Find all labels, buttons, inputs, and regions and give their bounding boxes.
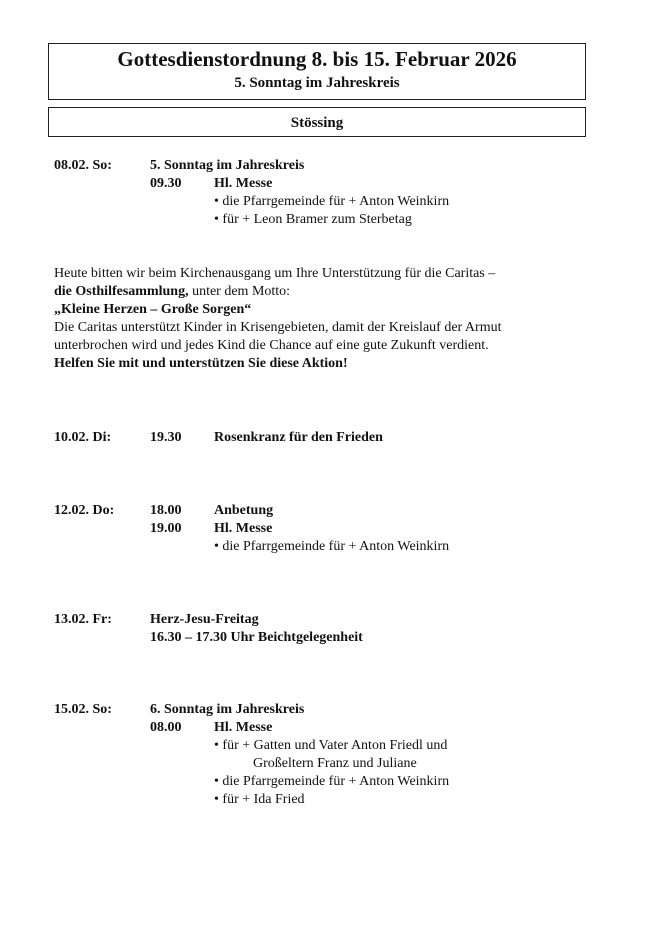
- entry-intention-continued: Großeltern Franz und Juliane: [253, 756, 417, 771]
- announcement-text: unter dem Motto:: [188, 284, 291, 299]
- entry-occasion: 6. Sonntag im Jahreskreis: [150, 702, 305, 717]
- entry-intention: • für + Leon Bramer zum Sterbetag: [214, 212, 412, 227]
- entry-date: 10.02. Di:: [54, 430, 112, 445]
- entry-time: 09.30: [150, 176, 182, 191]
- entry-intention: • die Pfarrgemeinde für + Anton Weinkirn: [214, 539, 450, 554]
- parish-name: Stössing: [290, 115, 344, 131]
- announcement-collection: die Osthilfesammlung,: [54, 284, 189, 299]
- entry-service: Rosenkranz für den Frieden: [214, 430, 383, 445]
- announcement-line: unterbrochen wird und jedes Kind die Chance auf eine gute Zukunft verdient.: [54, 338, 489, 353]
- entry-service: Hl. Messe: [214, 720, 273, 735]
- announcement-line: [54, 283, 290, 301]
- announcement-motto: „Kleine Herzen – Große Sorgen“: [54, 302, 252, 317]
- entry-intention: • für + Ida Fried: [214, 792, 305, 807]
- announcement-line: Die Caritas unterstützt Kinder in Krisengebieten, damit der Kreislauf der Armut: [54, 320, 502, 335]
- entry-date: 12.02. Do:: [54, 503, 115, 518]
- entry-intention: • die Pfarrgemeinde für + Anton Weinkirn: [214, 194, 450, 209]
- entry-service: Hl. Messe: [214, 521, 273, 536]
- entry-intention: • die Pfarrgemeinde für + Anton Weinkirn: [214, 774, 450, 789]
- entry-date: 13.02. Fr:: [54, 612, 112, 627]
- page-subtitle: 5. Sonntag im Jahreskreis: [234, 75, 400, 91]
- title-box: [48, 43, 586, 100]
- page-title: Gottesdienstordnung 8. bis 15. Februar 2026: [117, 47, 517, 71]
- entry-time: 18.00: [150, 503, 182, 518]
- entry-occasion: Herz-Jesu-Freitag: [150, 612, 259, 627]
- entry-note: 16.30 – 17.30 Uhr Beichtgelegenheit: [150, 630, 363, 645]
- announcement-closing: Helfen Sie mit und unterstützen Sie diese Aktion!: [54, 356, 348, 371]
- entry-time: 08.00: [150, 720, 182, 735]
- entry-time: 19.30: [150, 430, 182, 445]
- entry-service: Hl. Messe: [214, 176, 273, 191]
- entry-date: 08.02. So:: [54, 158, 112, 173]
- announcement-line: Heute bitten wir beim Kirchenausgang um Ihre Unterstützung für die Caritas –: [54, 266, 496, 281]
- entry-time: 19.00: [150, 521, 182, 536]
- entry-occasion: 5. Sonntag im Jahreskreis: [150, 158, 305, 173]
- entry-intention: • für + Gatten und Vater Anton Friedl und: [214, 738, 448, 753]
- entry-date: 15.02. So:: [54, 702, 112, 717]
- entry-service: Anbetung: [214, 503, 274, 518]
- parish-box: [48, 107, 586, 137]
